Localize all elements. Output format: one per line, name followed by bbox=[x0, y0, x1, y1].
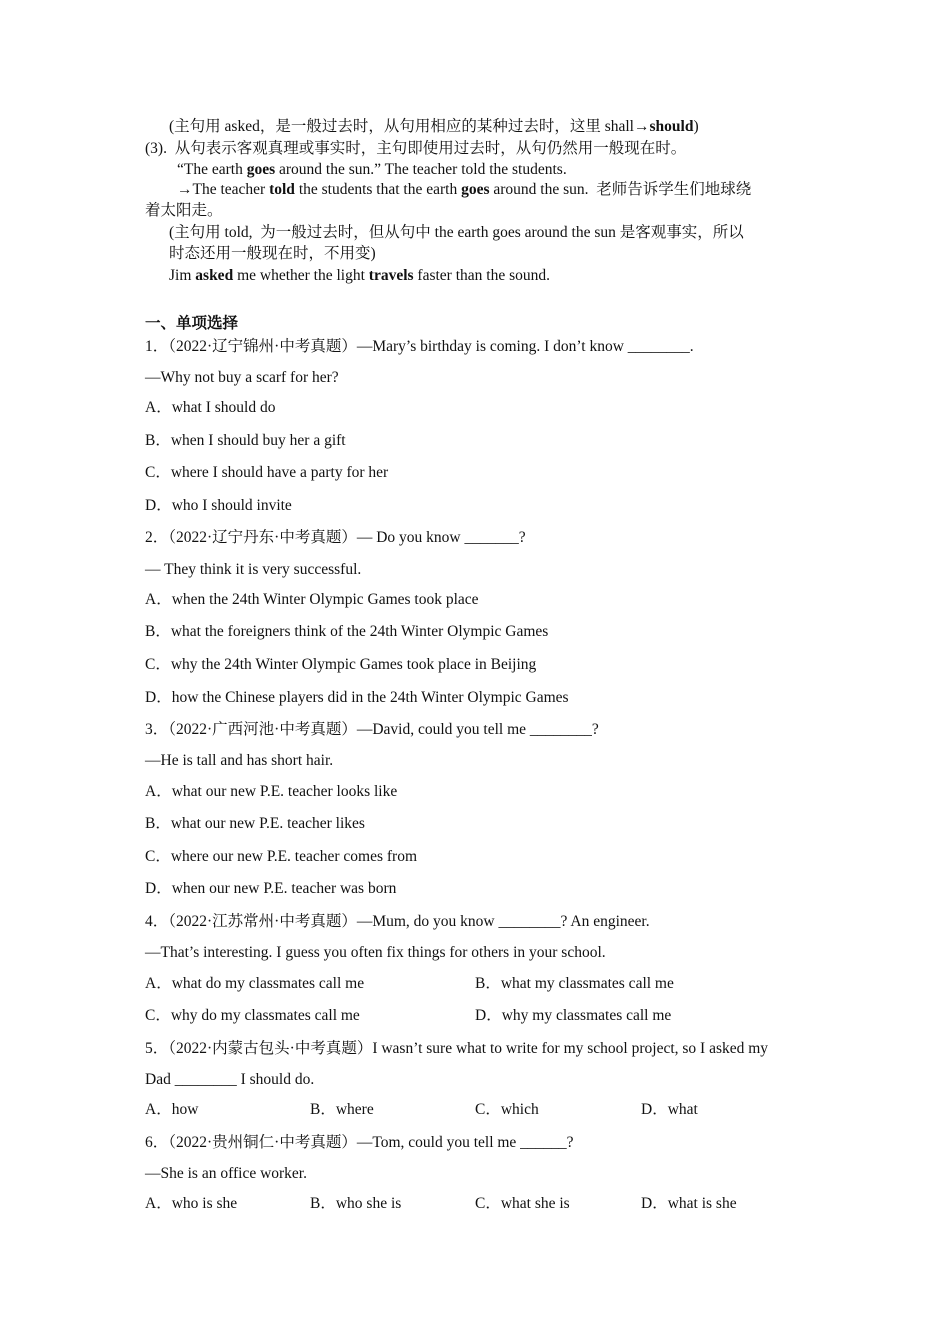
bold: goes bbox=[246, 161, 276, 178]
question-2-option-a[interactable]: A．when the 24th Winter Olympic Games took place bbox=[145, 591, 479, 608]
question-5-option-c[interactable]: C．which bbox=[475, 1101, 539, 1118]
text: the students that the earth bbox=[294, 181, 462, 198]
question-2-reply: — They think it is very successful. bbox=[145, 561, 362, 578]
text: me whether the light bbox=[233, 267, 369, 284]
question-6-option-c[interactable]: C．what she is bbox=[475, 1195, 570, 1212]
text: around the sun. 老师告诉学生们地球绕 bbox=[489, 181, 752, 198]
question-6-option-d[interactable]: D．what is she bbox=[641, 1195, 737, 1212]
text: around the sun.” The teacher told the students. bbox=[275, 161, 567, 178]
note-text: (主句用 asked，是一般过去时，从句用相应的某种过去时，这里 shall→ bbox=[169, 118, 650, 135]
text: faster than the sound. bbox=[413, 267, 550, 284]
question-4-option-a[interactable]: A．what do my classmates call me bbox=[145, 975, 365, 992]
question-5-stem: 5．（2022·内蒙古包头·中考真题）I wasn’t sure what to write for my school project, so I asked my bbox=[145, 1040, 769, 1057]
question-5-option-b[interactable]: B．where bbox=[310, 1101, 374, 1118]
example-sentence-2 bbox=[177, 180, 751, 200]
note-line-2: (3). 从句表示客观真理或事实时，主句即使用过去时，从句仍然用一般现在时。 bbox=[145, 140, 687, 157]
bold: told bbox=[269, 181, 295, 198]
question-1-option-c[interactable]: C．where I should have a party for her bbox=[145, 464, 389, 481]
text: “The earth bbox=[177, 161, 247, 178]
question-4-option-b[interactable]: B．what my classmates call me bbox=[475, 975, 674, 992]
example-sentence-3 bbox=[169, 266, 550, 286]
question-4-option-d[interactable]: D．why my classmates call me bbox=[475, 1007, 672, 1024]
bold: travels bbox=[368, 267, 414, 284]
question-6-reply: —She is an office worker. bbox=[145, 1165, 307, 1182]
question-1-option-b[interactable]: B．when I should buy her a gift bbox=[145, 432, 346, 449]
note-line-7: 时态还用一般现在时，不用变) bbox=[169, 245, 376, 262]
example-sentence-1 bbox=[177, 160, 567, 180]
note-line-5: 着太阳走。 bbox=[145, 202, 223, 219]
question-1-option-a[interactable]: A．what I should do bbox=[145, 399, 276, 416]
note-text: ) bbox=[693, 118, 699, 135]
question-6-option-b[interactable]: B．who she is bbox=[310, 1195, 402, 1212]
question-2-stem: 2．（2022·辽宁丹东·中考真题）— Do you know _______? bbox=[145, 529, 526, 546]
question-1-option-d[interactable]: D．who I should invite bbox=[145, 497, 292, 514]
note-bold: should bbox=[649, 118, 694, 135]
bold: asked bbox=[195, 267, 234, 284]
question-3-option-b[interactable]: B．what our new P.E. teacher likes bbox=[145, 815, 365, 832]
question-6-option-a[interactable]: A．who is she bbox=[145, 1195, 238, 1212]
question-3-reply: —He is tall and has short hair. bbox=[145, 752, 334, 769]
question-6-stem: 6．（2022·贵州铜仁·中考真题）—Tom, could you tell me ______? bbox=[145, 1134, 574, 1151]
question-3-option-d[interactable]: D．when our new P.E. teacher was born bbox=[145, 880, 397, 897]
question-4-stem: 4．（2022·江苏常州·中考真题）—Mum, do you know ________? An engineer. bbox=[145, 913, 650, 930]
question-5-stem-continued: Dad ________ I should do. bbox=[145, 1071, 315, 1088]
question-4-reply: —That’s interesting. I guess you often fix things for others in your school. bbox=[145, 944, 606, 961]
question-2-option-b[interactable]: B．what the foreigners think of the 24th Winter Olympic Games bbox=[145, 623, 549, 640]
question-3-option-a[interactable]: A．what our new P.E. teacher looks like bbox=[145, 783, 398, 800]
question-1-stem: 1．（2022·辽宁锦州·中考真题）—Mary’s birthday is coming. I don’t know ________. bbox=[145, 338, 694, 355]
note-line-6: (主句用 told, 为一般过去时，但从句中 the earth goes around the sun 是客观事实，所以 bbox=[169, 224, 744, 241]
text: →The teacher bbox=[177, 181, 270, 198]
text: Jim bbox=[169, 267, 196, 284]
question-4-option-c[interactable]: C．why do my classmates call me bbox=[145, 1007, 360, 1024]
question-1-reply: —Why not buy a scarf for her? bbox=[145, 369, 339, 386]
question-5-option-a[interactable]: A．how bbox=[145, 1101, 199, 1118]
section-heading: 一、单项选择 bbox=[145, 315, 239, 332]
question-3-option-c[interactable]: C．where our new P.E. teacher comes from bbox=[145, 848, 418, 865]
bold: goes bbox=[461, 181, 490, 198]
question-2-option-d[interactable]: D．how the Chinese players did in the 24th Winter Olympic Games bbox=[145, 689, 569, 706]
question-3-stem: 3．（2022·广西河池·中考真题）—David, could you tell me ________? bbox=[145, 721, 599, 738]
question-5-option-d[interactable]: D．what bbox=[641, 1101, 698, 1118]
question-2-option-c[interactable]: C．why the 24th Winter Olympic Games took place in Beijing bbox=[145, 656, 537, 673]
note-line-1 bbox=[169, 117, 699, 137]
